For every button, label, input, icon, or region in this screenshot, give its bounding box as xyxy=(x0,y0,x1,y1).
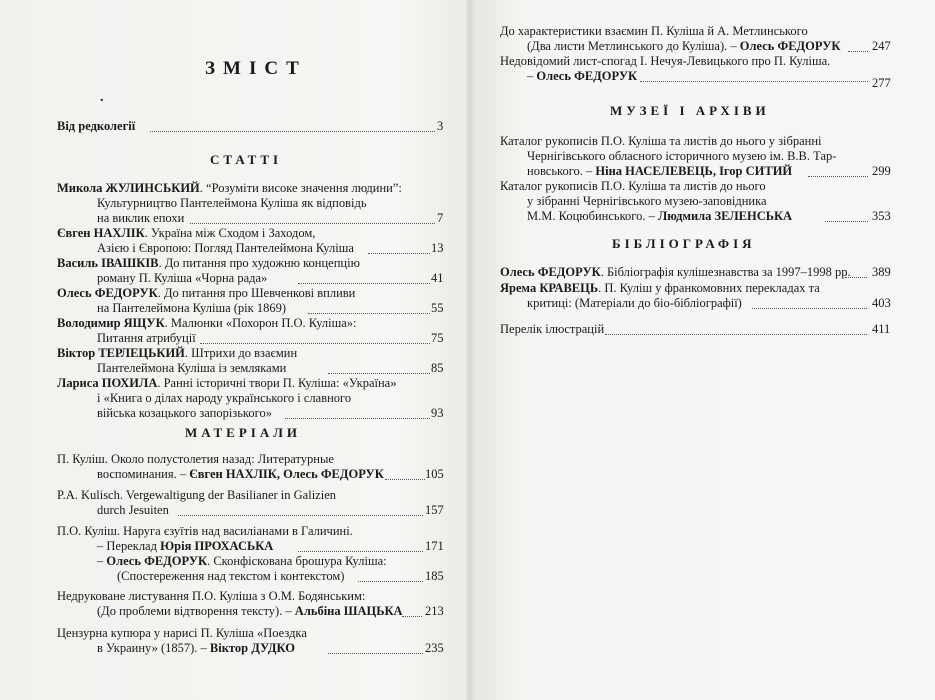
leader-dots xyxy=(808,176,868,177)
toc-entry: Перелік ілюстрацій xyxy=(500,322,605,336)
toc-entry: До характеристики взаємин П. Куліша й А. Метлинського xyxy=(500,24,808,38)
toc-entry-line: Пантелеймона Куліша із земляками xyxy=(97,361,287,375)
toc-entry: Недруковане листування П.О. Куліша з О.М. Бодянським: xyxy=(57,589,366,603)
toc-entry-line: і «Книга о ділах народу українського і славного xyxy=(97,391,352,405)
leader-dots xyxy=(385,479,425,480)
section-heading-articles: СТАТТІ xyxy=(210,152,283,167)
toc-entry-line: Культурництво Пантелеймона Куліша як відповідь xyxy=(97,196,367,210)
page-number: 353 xyxy=(872,209,891,223)
toc-entry: Каталог рукописів П.О. Куліша та листів до нього xyxy=(500,179,766,193)
page-number: 55 xyxy=(431,301,444,315)
leader-dots xyxy=(298,283,430,284)
book-gutter xyxy=(466,0,474,700)
page-number: 299 xyxy=(872,164,891,178)
toc-entry-line: на виклик епохи xyxy=(97,211,185,225)
toc-entry-line: Чернігівського обласного історичного музею ім. В.В. Тар- xyxy=(527,149,837,163)
leader-dots xyxy=(285,418,430,419)
page-number: 213 xyxy=(425,604,444,618)
page-title: ЗМІСТ xyxy=(205,58,307,79)
toc-entry-line: Азією і Європою: Погляд Пантелеймона Куліша xyxy=(97,241,354,255)
leader-dots xyxy=(845,277,867,278)
toc-entry: П.О. Куліш. Наруга єзуїтів над василіанами в Галичині. xyxy=(57,524,353,538)
toc-entry: П. Куліш. Около полустолетия назад: Литературные xyxy=(57,452,334,466)
toc-entry: Цензурна купюра у нарисі П. Куліша «Поездка xyxy=(57,626,307,640)
page-number: 247 xyxy=(872,39,891,53)
leader-dots xyxy=(368,253,430,254)
leader-dots xyxy=(402,616,422,617)
leader-dots xyxy=(328,373,430,374)
page-number: 411 xyxy=(872,322,891,336)
leader-dots xyxy=(178,515,423,516)
page-number: 75 xyxy=(431,331,444,345)
toc-entry-line: роману П. Куліша «Чорна рада» xyxy=(97,271,268,285)
toc-entry: Недовідомий лист-спогад І. Нечуя-Левицького про П. Куліша. xyxy=(500,54,831,68)
toc-entry-line: (Спостереження над текстом і контекстом) xyxy=(117,569,345,583)
toc-entry-line: критиці: (Матеріали до біо-бібліографії) xyxy=(527,296,742,310)
toc-entry: Микола ЖУЛИНСЬКИЙ. “Розуміти високе значення людини”: xyxy=(57,181,402,195)
page-number: 3 xyxy=(437,119,444,133)
leader-dots xyxy=(328,653,423,654)
section-heading-materials: МАТЕРІАЛИ xyxy=(185,425,302,440)
leader-dots xyxy=(308,313,430,314)
toc-entry-line: М.М. Коцюбинського. – Людмила ЗЕЛЕНСЬКА xyxy=(527,209,793,223)
toc-entry-line: на Пантелеймона Куліша (рік 1869) xyxy=(97,301,286,315)
section-heading-bibliography: БІБЛІОГРАФІЯ xyxy=(612,236,756,251)
toc-entry: – Олесь ФЕДОРУК. Сконфіскована брошура Куліша: xyxy=(97,554,387,568)
leader-dots xyxy=(752,308,867,309)
decorative-dot: . xyxy=(100,90,104,105)
page-number: 105 xyxy=(425,467,444,481)
page-number: 93 xyxy=(431,406,444,420)
page-number: 13 xyxy=(431,241,444,255)
toc-entry-line: durch Jesuiten xyxy=(97,503,169,517)
toc-entry: Каталог рукописів П.О. Куліша та листів до нього у зібранні xyxy=(500,134,822,148)
page-number: 235 xyxy=(425,641,444,655)
toc-entry-line: Питання атрибуції xyxy=(97,331,196,345)
leader-dots xyxy=(190,223,435,224)
toc-entry: P.A. Kulisch. Vergewaltigung der Basilianer in Galizien xyxy=(57,488,336,502)
toc-entry: Лариса ПОХИЛА. Ранні історичні твори П. Куліша: «Україна» xyxy=(57,376,397,390)
toc-entry: Ярема КРАВЕЦЬ. П. Куліш у франкомовних перекладах та xyxy=(500,281,820,295)
page-number: 7 xyxy=(437,211,444,225)
toc-entry: Володимир ЯЩУК. Малюнки «Похорон П.О. Куліша»: xyxy=(57,316,357,330)
toc-entry-line: – Переклад Юрія ПРОХАСЬКА xyxy=(97,539,274,553)
toc-entry-line: новського. – Ніна НАСЕЛЕВЕЦЬ, Ігор СИТИЙ xyxy=(527,164,793,178)
leader-dots xyxy=(150,131,435,132)
page-number: 171 xyxy=(425,539,444,553)
toc-entry-line: (До проблеми відтворення тексту). – Альбіна ШАЦЬКА xyxy=(97,604,403,618)
toc-entry-line: в Украину» (1857). – Віктор ДУДКО xyxy=(97,641,295,655)
leader-dots xyxy=(200,343,430,344)
toc-editorial-label: Від редколегії xyxy=(57,119,136,133)
toc-entry-line: – Олесь ФЕДОРУК xyxy=(527,69,638,83)
toc-entry-line: у зібранні Чернігівського музею-заповідника xyxy=(527,194,767,208)
toc-entry: Олесь ФЕДОРУК. Бібліографія кулішезнавства за 1997–1998 рр. xyxy=(500,265,851,279)
page-number: 157 xyxy=(425,503,444,517)
toc-entry: Василь ІВАШКІВ. До питання про художню концепцію xyxy=(57,256,360,270)
toc-entry: Олесь ФЕДОРУК. До питання про Шевченкові впливи xyxy=(57,286,356,300)
toc-entry: Євген НАХЛІК. Україна між Сходом і Заходом, xyxy=(57,226,316,240)
toc-entry: Віктор ТЕРЛЕЦЬКИЙ. Штрихи до взаємин xyxy=(57,346,298,360)
page-number: 403 xyxy=(872,296,891,310)
leader-dots xyxy=(825,221,868,222)
page-number: 41 xyxy=(431,271,444,285)
page-number: 185 xyxy=(425,569,444,583)
page-number: 85 xyxy=(431,361,444,375)
leader-dots xyxy=(640,81,868,82)
page-number: 277 xyxy=(872,76,891,90)
page-number: 389 xyxy=(872,265,891,279)
leader-dots xyxy=(848,51,868,52)
toc-entry-line: війська козацького запорізького» xyxy=(97,406,272,420)
toc-entry-line: воспоминания. – Євген НАХЛІК, Олесь ФЕДОРУК xyxy=(97,467,384,481)
leader-dots xyxy=(605,334,867,335)
toc-entry-line: (Два листи Метлинського до Куліша). – Олесь ФЕДОРУК xyxy=(527,39,841,53)
section-heading-museums: МУЗЕЇ І АРХІВИ xyxy=(610,103,770,118)
leader-dots xyxy=(358,581,423,582)
leader-dots xyxy=(298,551,423,552)
